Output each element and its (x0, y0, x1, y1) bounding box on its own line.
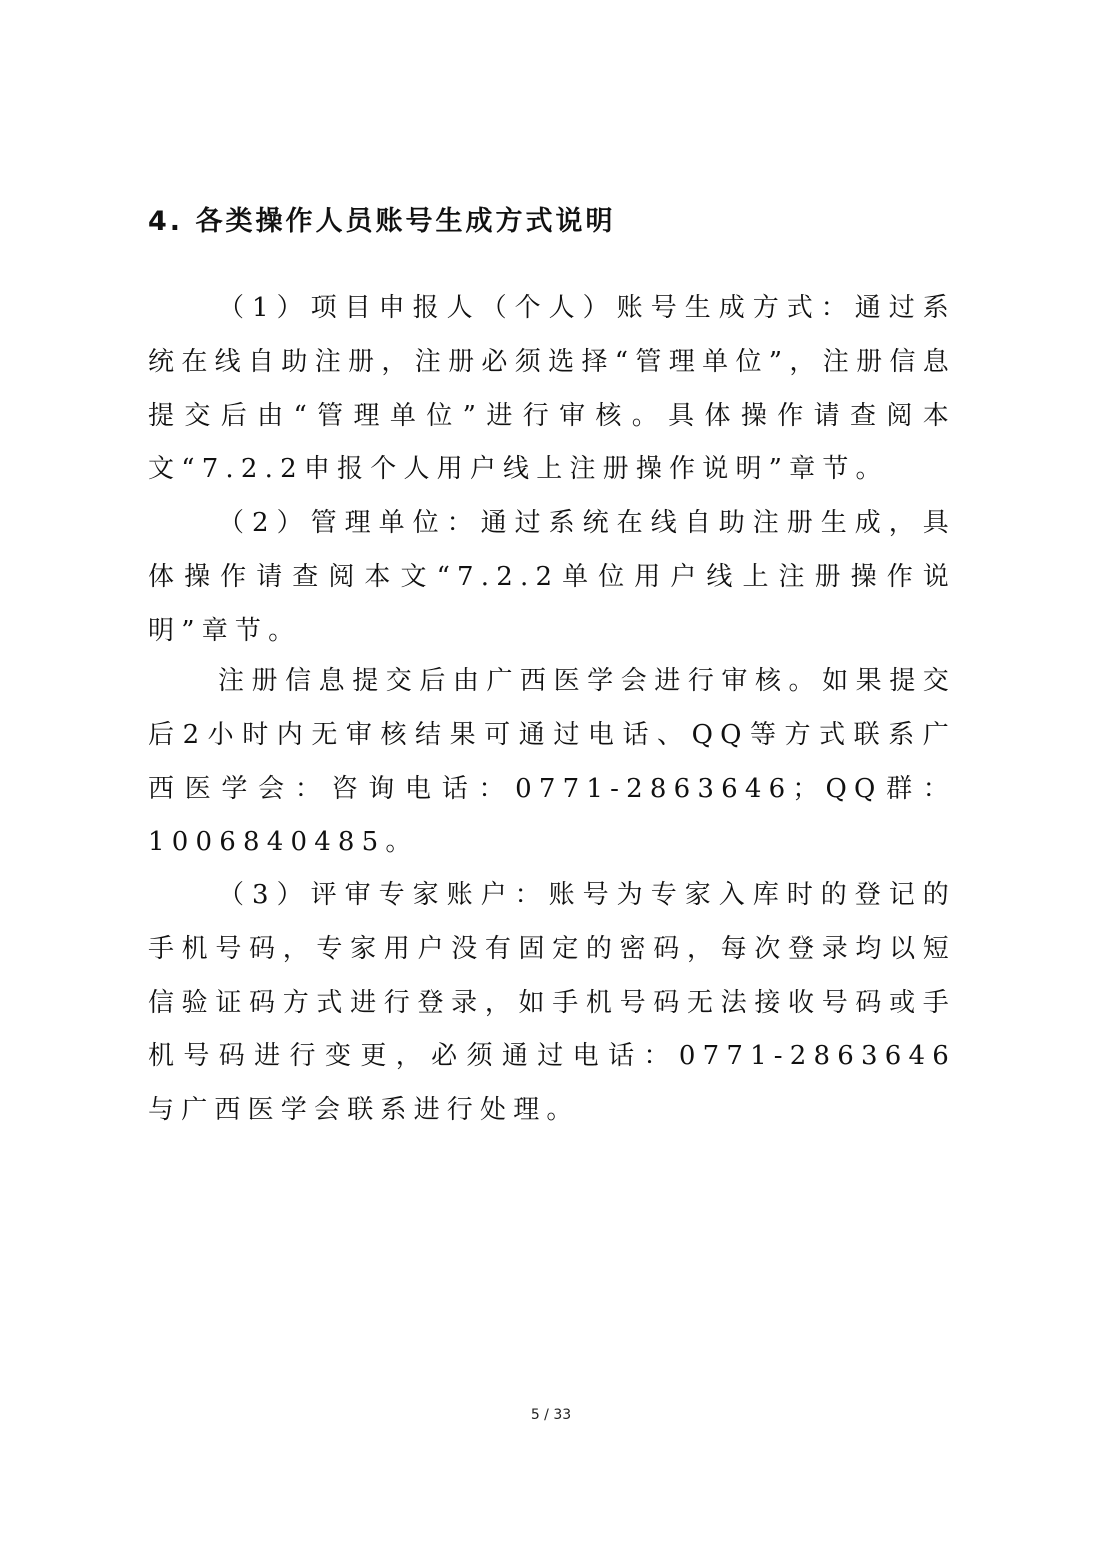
paragraph-management-unit-account: （2）管理单位：通过系统在线自助注册生成，具体操作请查阅本文“7.2.2单位用户线上注册操作说明”章节。 (148, 508, 956, 646)
body-block-applicant-and-unit (148, 282, 956, 659)
paragraph-review-contact: 注册信息提交后由广西医学会进行审核。如果提交后2小时内无审核结果可通过电话、QQ等方式联系广西医学会：咨询电话：0771-2863646；QQ群：1006840485。 (148, 666, 956, 858)
paragraph-expert-account: （3）评审专家账户：账号为专家入库时的登记的手机号码，专家用户没有固定的密码，每次登录均以短信验证码方式进行登录，如手机号码无法接收号码或手机号码进行变更，必须通过电话：0771-2863646与广西医学会联系进行处理。 (148, 880, 956, 1126)
page-number: 5 / 33 (530, 1407, 572, 1423)
paragraph-applicant-account: （1）项目申报人（个人）账号生成方式：通过系统在线自助注册，注册必须选择“管理单位”，注册信息提交后由“管理单位”进行审核。具体操作请查阅本文“7.2.2申报个人用户线上注册操作说明”章节。 (148, 293, 956, 485)
body-block-review-contact (148, 655, 956, 870)
section-heading: 4. 各类操作人员账号生成方式说明 (148, 206, 616, 237)
body-block-expert-account (148, 869, 956, 1138)
